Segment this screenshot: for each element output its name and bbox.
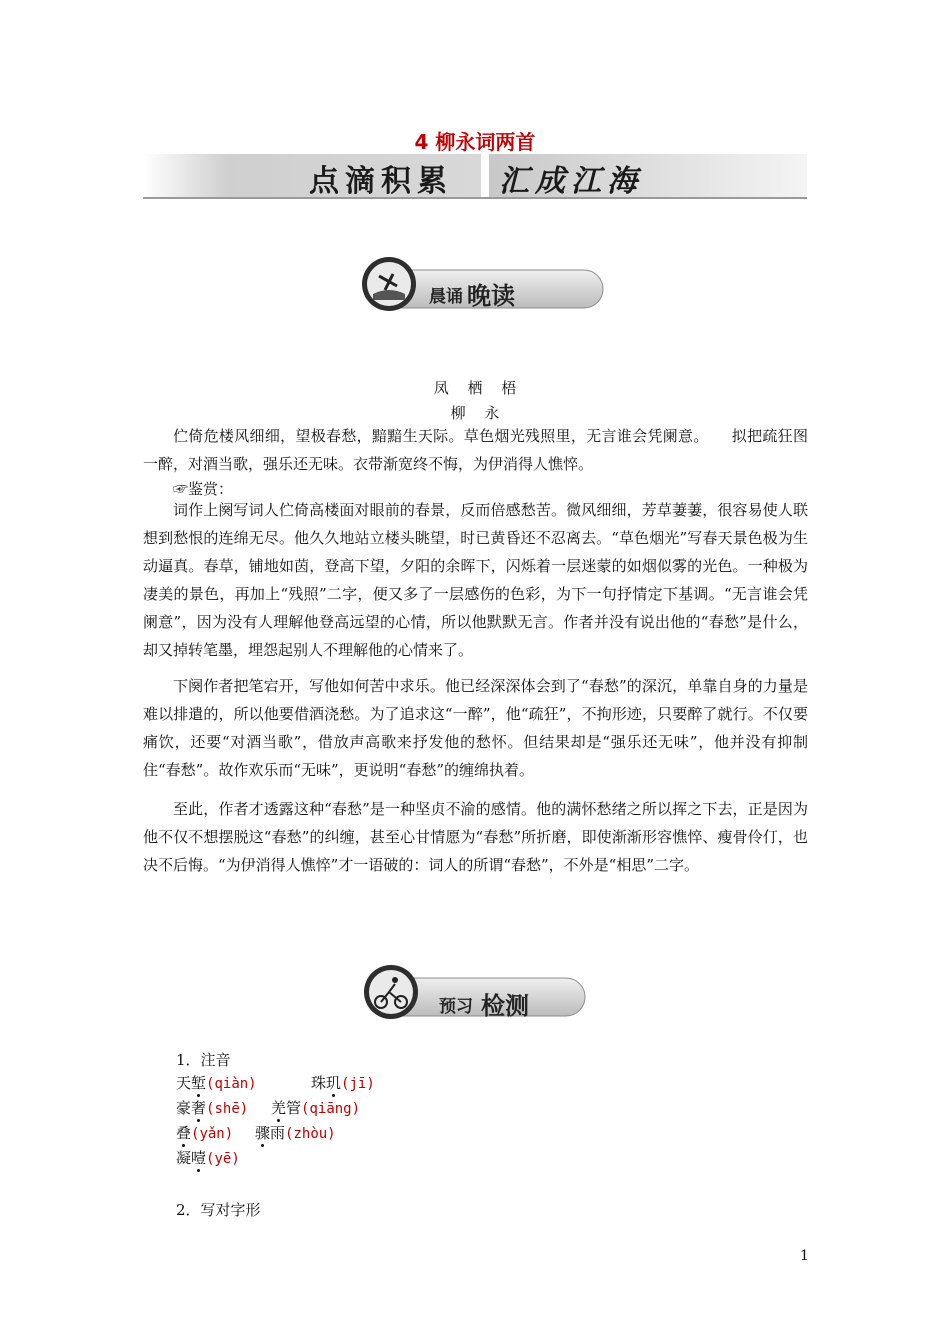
appreciation-paragraph-1: 词作上阕写词人伫倚高楼面对眼前的春景，反而倍感愁苦。微风细细，芳草萋萋，很容易使人联想到愁恨的连绵无尽。他久久地站立楼头眺望，时已黄昏还不忍离去。“草色烟光”写春天景色极为生动逼真。春草，铺地如茵，登高下望，夕阳的余晖下，闪烁着一层迷蒙的如烟似雾的光色。一种极为凄美的景色，再加上“残照”二字，便又多了一层感伤的色彩，为下一句抒情定下基调。“无言谁会凭阑意”，因为没有人理解他登高远望的心情，所以他默默无言。作者并没有说出他的“春愁”是什么，却又掉转笔墨，埋怨起别人不理解他的心情来了。 <box>143 501 808 659</box>
pinyin-item <box>255 1121 336 1146</box>
appreciation-heading: ☞鉴赏： <box>173 480 234 498</box>
badge-background <box>359 964 589 1022</box>
item-suffix: 管 <box>286 1099 302 1117</box>
banner-right-text: 汇成江海 <box>499 164 643 199</box>
item-prefix: 天 <box>176 1074 192 1092</box>
pinyin-item <box>311 1071 375 1096</box>
pinyin: (zhòu) <box>285 1126 336 1142</box>
pinyin-item <box>271 1096 360 1121</box>
section-banner <box>143 154 807 200</box>
poem-title: 凤 栖 梧 <box>433 379 517 397</box>
dotted-character: 羌 <box>271 1099 287 1117</box>
pinyin: (jī) <box>341 1076 375 1092</box>
pinyin: (shē) <box>206 1101 249 1117</box>
badge-label-big: 检测 <box>481 992 529 1020</box>
appreciation-paragraph-2: 下阕作者把笔宕开，写他如何苦中求乐。他已经深深体会到了“春愁”的深沉，单靠自身的力量是难以排遣的，所以他要借酒浇愁。为了追求这“一醉”，他“疏狂”，不拘形迹，只要醉了就行。不仅要痛饮，还要“对酒当歌”，借放声高歌来抒发他的愁怀。但结果却是“强乐还无味”，他并没有抑制住“春愁”。故作欢乐而“无味”，更说明“春愁”的缠绵执着。 <box>143 677 808 779</box>
page-number: 1 <box>800 1248 809 1264</box>
poem-text: 伫倚危楼风细细，望极春愁，黯黯生天际。草色烟光残照里，无言谁会凭阑意。 拟把疏狂图一醉，对酒当歌，强乐还无味。衣带渐宽终不悔，为伊消得人憔悴。 <box>143 427 808 473</box>
section-badge-preview-test <box>359 964 589 1022</box>
appreciation-paragraph-3: 至此，作者才透露这种“春愁”是一种坚贞不渝的感情。他的满怀愁绪之所以挥之下去，正是因为他不仅不想摆脱这“春愁”的纠缠，甚至心甘情愿为“春愁”所折磨，即使渐渐形容憔悴、瘦骨伶仃，也决不后悔。“为伊消得人憔悴”才一语破的：词人的所谓“春愁”，不外是“相思”二字。 <box>143 800 808 874</box>
pinyin-item <box>176 1096 248 1121</box>
pinyin: (yē) <box>206 1151 240 1167</box>
question-1-heading: 1．注音 <box>176 1051 231 1069</box>
dotted-character: 骤 <box>255 1124 271 1142</box>
pinyin-item <box>176 1146 240 1171</box>
question-2-heading: 2．写对字形 <box>176 1201 261 1219</box>
badge-label-small: 晨诵 <box>429 287 463 307</box>
item-prefix: 珠 <box>311 1074 327 1092</box>
banner-background <box>143 154 807 200</box>
pinyin: (qiàn) <box>206 1076 257 1092</box>
dotted-character: 堑 <box>191 1074 207 1092</box>
dotted-character: 玑 <box>326 1074 342 1092</box>
dotted-character: 奢 <box>191 1099 207 1117</box>
item-prefix: 豪 <box>176 1099 192 1117</box>
dotted-character: 叠 <box>176 1124 192 1142</box>
pinyin: (yǎn) <box>191 1126 234 1142</box>
badge-label-small: 预习 <box>439 997 473 1017</box>
badge-label-big: 晚读 <box>467 282 515 310</box>
item-suffix: 雨 <box>270 1124 286 1142</box>
banner-left-text: 点滴积累 <box>309 164 453 199</box>
dotted-character: 噎 <box>191 1149 207 1167</box>
pinyin-item <box>176 1071 257 1096</box>
pinyin: (qiāng) <box>301 1101 361 1117</box>
section-badge-morning-reading <box>359 256 617 314</box>
item-prefix: 凝 <box>176 1149 192 1167</box>
lesson-title: 4 柳永词两首 <box>414 130 536 154</box>
pinyin-item <box>176 1121 233 1146</box>
poem-author: 柳 永 <box>450 404 500 422</box>
